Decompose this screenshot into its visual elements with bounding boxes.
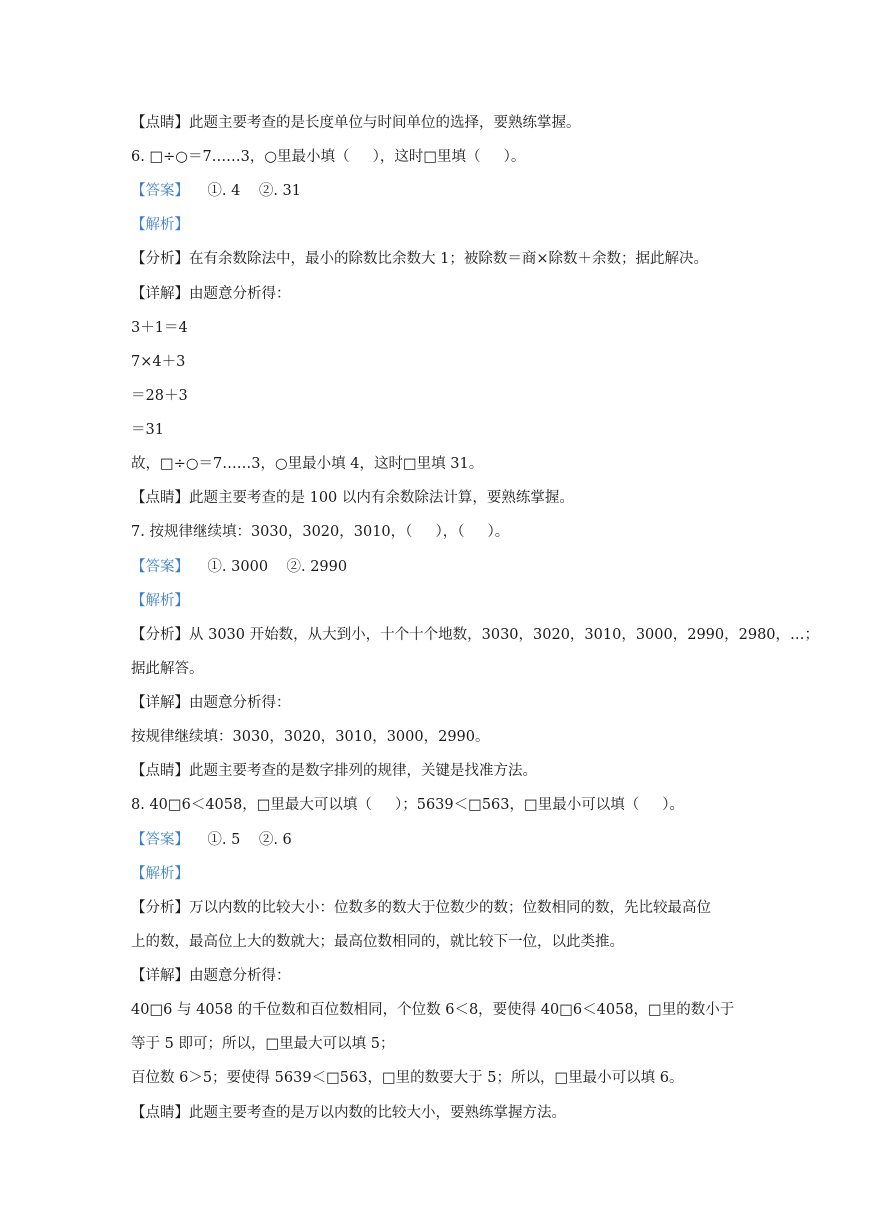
remark-line: 【点睛】此题主要考查的是数字排列的规律，关键是找准方法。	[131, 763, 537, 779]
analysis-line: 【分析】万以内数的比较大小：位数多的数大于位数少的数；位数相同的数，先比较最高位	[131, 900, 711, 916]
detail-line: 【详解】由题意分析得：	[131, 286, 291, 302]
remark-line: 【点睛】此题主要考查的是万以内数的比较大小，要熟练掌握方法。	[131, 1105, 566, 1121]
answer-values: ①. 4 ②. 31	[189, 183, 301, 199]
analysis-line: 上的数，最高位上大的数就大；最高位数相同的，就比较下一位，以此类推。	[131, 934, 624, 950]
analysis-tag: 【解析】	[131, 217, 189, 233]
calc-line: ＝31	[131, 422, 164, 438]
answer-line-6	[131, 181, 301, 201]
analysis-tag: 【解析】	[131, 866, 189, 882]
analysis-tag: 【解析】	[131, 593, 189, 609]
answer-line-7	[131, 557, 347, 577]
answer-tag: 【答案】	[131, 183, 189, 199]
answer-tag: 【答案】	[131, 559, 189, 575]
answer-tag: 【答案】	[131, 832, 189, 848]
detail-line: 按规律继续填：3030，3020，3010，3000，2990。	[131, 729, 490, 745]
detail-line: 【详解】由题意分析得：	[131, 695, 291, 711]
calc-line: 3＋1＝4	[131, 320, 188, 336]
detail-line: 40□6 与 4058 的千位数和百位数相同，个位数 6＜8，要使得 40□6＜4058，□里的数小于	[131, 1002, 735, 1018]
question-8: 8. 40□6＜4058，□里最大可以填（ ）；5639＜□563，□里最小可以填（ ）。	[131, 797, 684, 813]
detail-line: 百位数 6＞5；要使得 5639＜□563，□里的数要大于 5；所以，□里最小可以填 6。	[131, 1070, 684, 1086]
conclusion-line: 故，□÷○＝7……3，○里最小填 4，这时□里填 31。	[131, 456, 484, 472]
remark-line: 【点睛】此题主要考查的是长度单位与时间单位的选择，要熟练掌握。	[131, 115, 581, 131]
analysis-line: 【分析】从 3030 开始数，从大到小，十个十个地数，3030，3020，3010，3000，2990，2980，…；	[131, 627, 820, 643]
analysis-line: 【分析】在有余数除法中，最小的除数比余数大 1；被除数＝商×除数＋余数；据此解决。	[131, 251, 708, 267]
detail-line: 等于 5 即可；所以，□里最大可以填 5；	[131, 1036, 395, 1052]
calc-line: ＝28＋3	[131, 388, 188, 404]
answer-values: ①. 5 ②. 6	[189, 832, 292, 848]
analysis-line: 据此解答。	[131, 661, 204, 677]
answer-values: ①. 3000 ②. 2990	[189, 559, 348, 575]
remark-line: 【点睛】此题主要考查的是 100 以内有余数除法计算，要熟练掌握。	[131, 490, 574, 506]
question-7: 7. 按规律继续填：3030，3020，3010，（ ），（ ）。	[131, 524, 510, 540]
detail-line: 【详解】由题意分析得：	[131, 968, 291, 984]
calc-line: 7×4＋3	[131, 354, 186, 370]
question-6: 6. □÷○＝7……3，○里最小填（ ），这时□里填（ ）。	[131, 149, 526, 165]
answer-line-8	[131, 830, 292, 850]
